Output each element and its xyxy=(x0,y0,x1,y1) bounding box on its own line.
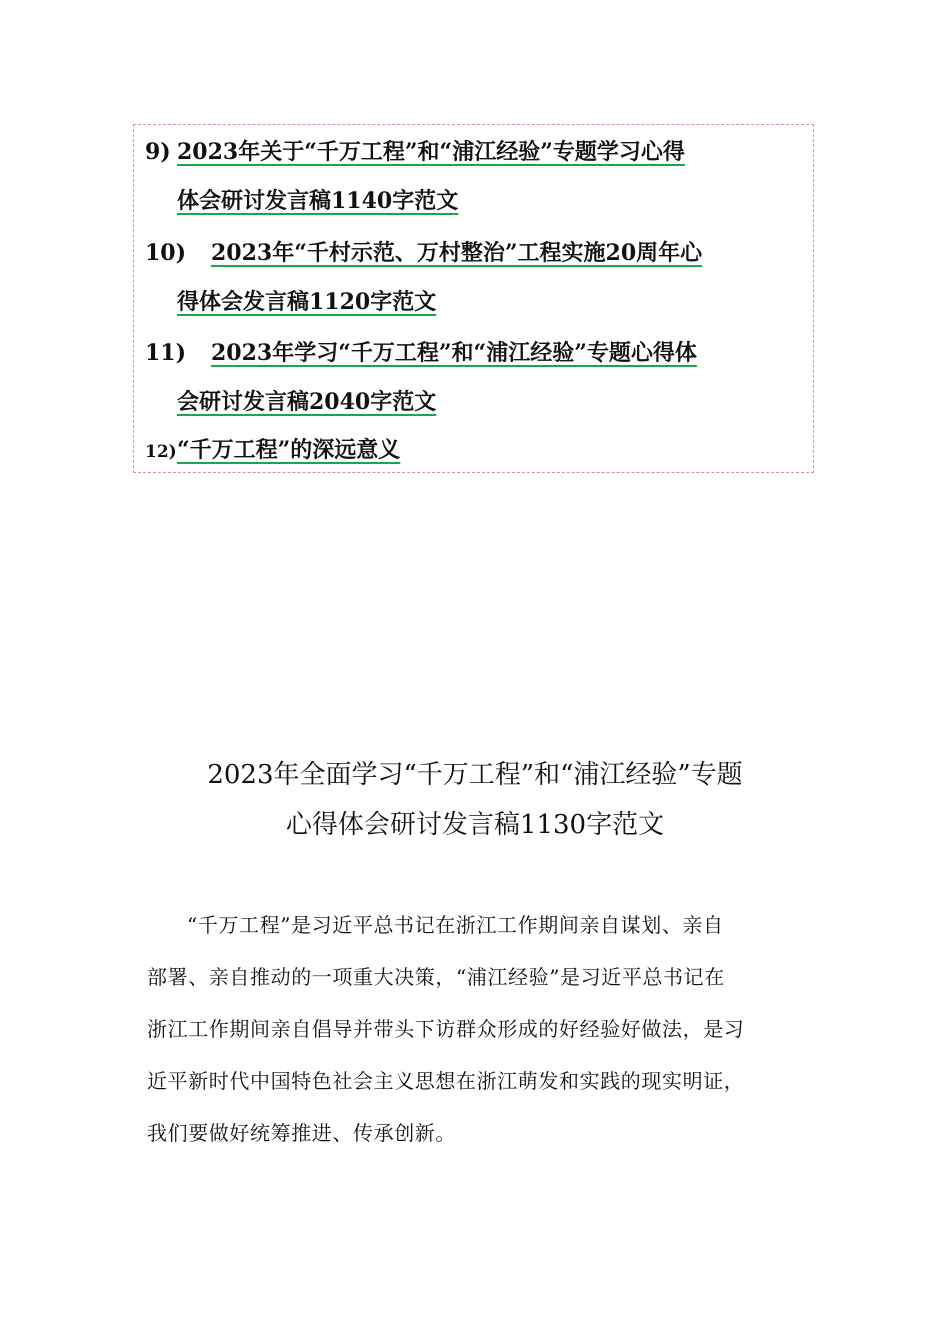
paragraph-line: 近平新时代中国特色社会主义思想在浙江萌发和实践的现实明证， xyxy=(147,1069,745,1093)
toc-link[interactable]: 会研讨发言稿2040字范文 xyxy=(177,389,437,415)
paragraph-line: 部署、亲自推动的一项重大决策，“浦江经验”是习近平总书记在 xyxy=(147,965,725,989)
toc-item-number: 10) xyxy=(145,240,187,266)
paragraph-line: “千万工程”是习近平总书记在浙江工作期间亲自谋划、亲自 xyxy=(187,913,724,937)
toc-link[interactable]: 2023年“千村示范、万村整治”工程实施20周年心 xyxy=(211,240,703,266)
paragraph-line: 我们要做好统筹推进、传承创新。 xyxy=(147,1121,456,1145)
toc-link[interactable]: 2023年关于“千万工程”和“浦江经验”专题学习心得 xyxy=(177,139,685,165)
document-title: 2023年全面学习“千万工程”和“浦江经验”专题 xyxy=(207,760,743,790)
toc-item-number: 9) xyxy=(145,139,171,165)
toc-item-number: 12) xyxy=(145,442,177,462)
paragraph-line: 浙江工作期间亲自倡导并带头下访群众形成的好经验好做法，是习 xyxy=(147,1017,745,1041)
toc-link[interactable]: 2023年学习“千万工程”和“浦江经验”专题心得体 xyxy=(211,340,697,366)
toc-item-number: 11) xyxy=(145,340,187,366)
toc-link[interactable]: 得体会发言稿1120字范文 xyxy=(177,289,437,315)
toc-link[interactable]: “千万工程”的深远意义 xyxy=(177,437,401,463)
toc-link[interactable]: 体会研讨发言稿1140字范文 xyxy=(177,188,459,214)
document-title: 心得体会研讨发言稿1130字范文 xyxy=(285,810,665,840)
